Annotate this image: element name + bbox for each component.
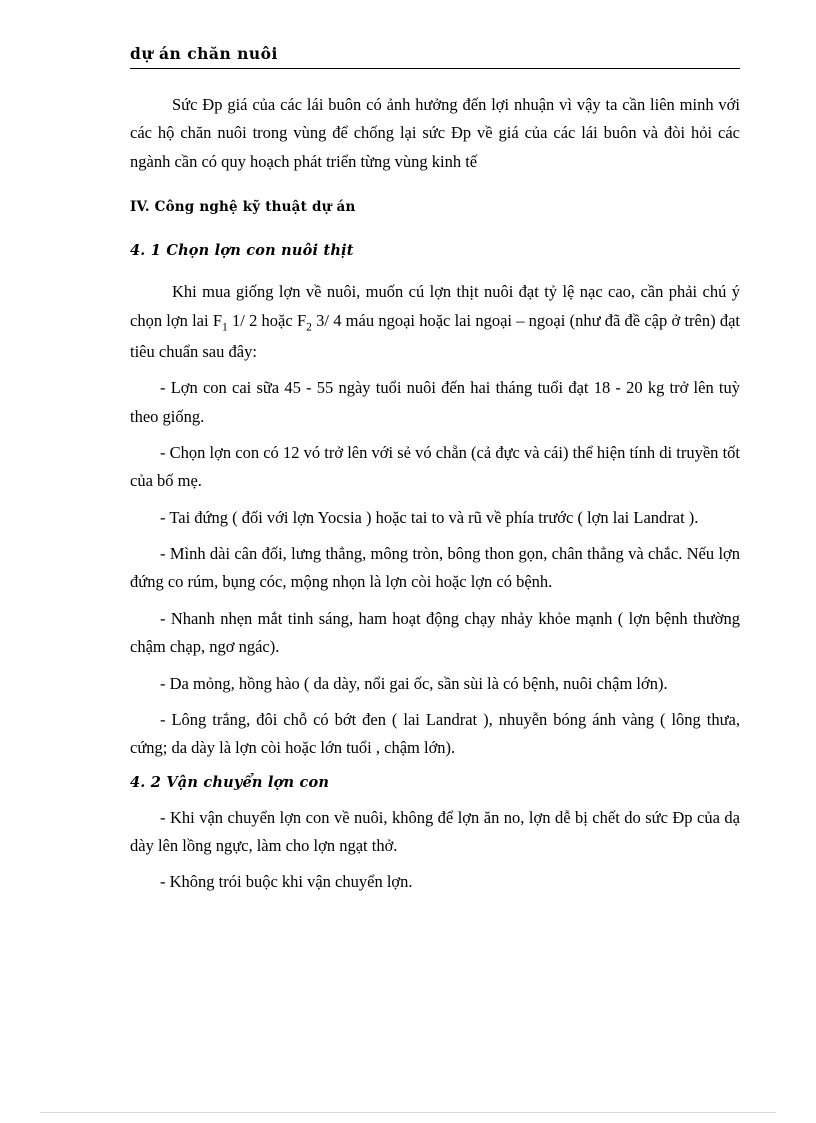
sub-heading-4-2: 4. 2 Vận chuyển lợn con bbox=[130, 773, 330, 791]
section-heading-iv: IV. Công nghệ kỹ thuật dự án bbox=[130, 199, 356, 216]
bullet-item-4: - Mình dài cân đối, lưng thẳng, mông tròn, bông thon gọn, chân thẳng và chắc. Nếu lợn đứng co rúm, bụng cóc, mộng nhọn là lợn còi hoặc lợn có bệnh. bbox=[130, 544, 740, 592]
paragraph-intro: Sức Đp giá của các lái buôn có ảnh hưởng đến lợi nhuận vì vậy ta cần liên minh với các hộ chăn nuôi trong vùng để chống lại sức Đp về giá của các lái buôn và đòi hỏi các ngành cần có quy hoạch phát triển từng vùng kinh tế bbox=[130, 95, 740, 171]
document-body bbox=[130, 44, 740, 897]
body-1-subscript-1: 1 bbox=[222, 320, 228, 333]
body-1-part-a: Khi mua giống lợn về nuôi, muốn cú lợn thịt nuôi đạt tỷ lệ nạc cao, cần phải chú ý chọn lợn lai F bbox=[130, 282, 740, 330]
header-divider bbox=[130, 68, 740, 69]
body-1-part-mid: 1/ 2 hoặc F bbox=[227, 310, 307, 330]
bullet-item-2: - Chọn lợn con có 12 vó trở lên với sẻ vó chẵn (cả đực và cái) thể hiện tính di truyền tốt của bố mẹ. bbox=[130, 442, 740, 491]
bullet-item-3: - Tai đứng ( đối với lợn Yocsia ) hoặc tai to và rũ về phía trước ( lợn lai Landrat ). bbox=[160, 507, 699, 527]
body-1-subscript-2: 2 bbox=[306, 320, 312, 333]
document-header-title: dự án chăn nuôi bbox=[130, 44, 278, 63]
bullet-item-8: - Khi vận chuyển lợn con về nuôi, không để lợn ăn no, lợn dễ bị chết do sức Đp của dạ dày lên lồng ngực, làm cho lợn ngạt thở. bbox=[130, 807, 740, 855]
body-1-part-end: 3/ 4 máu ngoại hoặc lai ngoại – ngoại (như đã đề cập ở trên) đạt tiêu chuẩn sau đây: bbox=[130, 310, 740, 361]
bullet-item-6: - Da mỏng, hồng hào ( da dày, nổi gai ốc, sần sùi là có bệnh, nuôi chậm lớn). bbox=[160, 673, 668, 693]
paragraph-body-1 bbox=[130, 278, 740, 366]
bullet-item-9: - Không trói buộc khi vận chuyển lợn. bbox=[160, 872, 413, 892]
bullet-item-5: - Nhanh nhẹn mắt tinh sáng, ham hoạt động chạy nhảy khỏe mạnh ( lợn bệnh thường chậm chạp, ngơ ngác). bbox=[130, 608, 740, 657]
bullet-item-1: - Lợn con cai sữa 45 - 55 ngày tuổi nuôi đến hai tháng tuổi đạt 18 - 20 kg trở lên tuỳ theo giống. bbox=[130, 378, 740, 426]
bullet-item-7: - Lông trắng, đôi chỗ có bớt đen ( lai Landrat ), nhuyễn bóng ánh vàng ( lông thưa, cứng; da dày là lợn còi hoặc lớn tuổi , chậm lớn). bbox=[130, 709, 740, 758]
sub-heading-4-1: 4. 1 Chọn lợn con nuôi thịt bbox=[130, 242, 354, 260]
footer-divider bbox=[40, 1112, 776, 1113]
